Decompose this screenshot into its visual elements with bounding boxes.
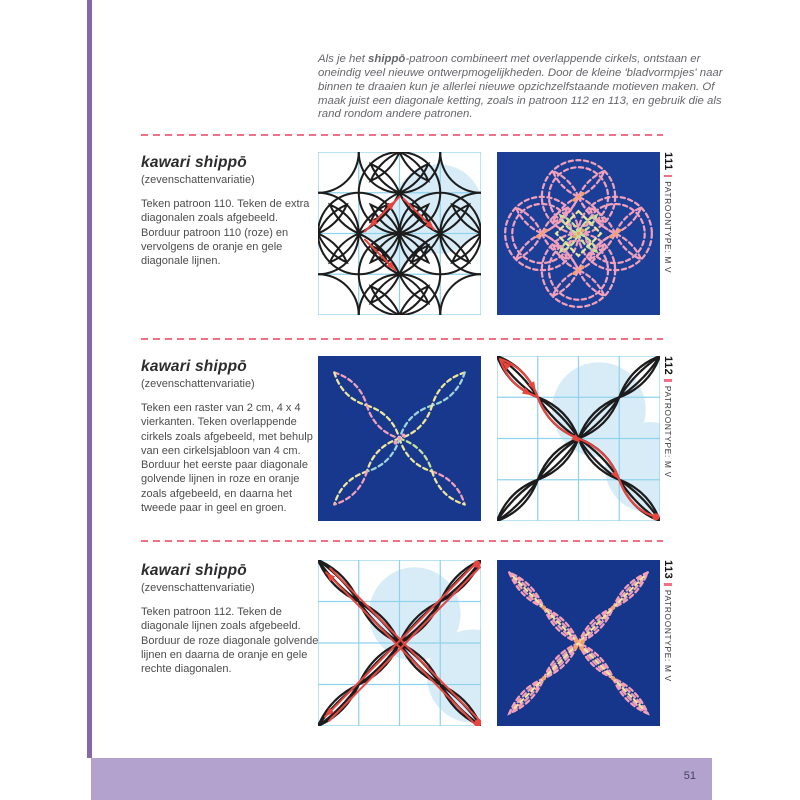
- pattern-subheading: (zevenschattenvariatie): [141, 582, 255, 594]
- page-intro: [318, 53, 736, 122]
- pattern-diagram-113: [318, 560, 481, 726]
- pattern-instructions: Teken patroon 110. Teken de extra diagonalen zoals afgebeeld. Borduur patroon 110 (roze) en vervolgens de oranje en gele diagonale lijnen.: [141, 198, 310, 268]
- tab-divider-bar: [664, 175, 672, 178]
- pattern-diagram-112: [497, 356, 660, 521]
- tab-divider-bar: [664, 583, 672, 586]
- dashed-separator: [141, 540, 663, 542]
- pattern-instructions: Teken een raster van 2 cm, 4 x 4 vierkanten. Teken overlappende cirkels zoals afgebeeld, met behulp van een cirkelsjabloon van 4 cm. Borduur het eerste paar diagonale golvende lijnen in roze en oranje zoals afgebeeld, en daarna het tweede paar in geel en groen.: [141, 402, 313, 515]
- pattern-number: 111: [662, 152, 674, 171]
- intro-text-post: -patroon combineert met overlappende cirkels, ontstaan er oneindig veel nieuwe ontwerpmogelijkheden. Door de kleine 'bladvormpjes' naar binnen te draaien kun je allerlei nieuwe opzichzelfstaande motieven maken. Of maak juist een diagonale ketting, zoals in patroon 112 en 113, en gebruik die als rand rondom andere patronen.: [318, 53, 723, 121]
- pattern-subheading: (zevenschattenvariatie): [141, 378, 255, 390]
- pattern-heading: kawari shippō: [141, 154, 247, 171]
- section-text: [141, 358, 319, 515]
- pattern-diagram-110-extra: [318, 152, 481, 315]
- section-text: [141, 562, 319, 676]
- intro-text-pre: Als je het: [318, 53, 369, 66]
- pattern-number: 112: [662, 356, 674, 376]
- intro-text-bold: shippō: [368, 53, 406, 66]
- pattern-instructions: Teken patroon 112. Teken de diagonale lijnen zoals afgebeeld. Borduur de roze diagonale golvende lijnen en daarna de oranje en gele rechte diagonalen.: [141, 606, 319, 676]
- tab-divider-bar: [664, 379, 672, 382]
- page-number: 51: [683, 770, 696, 782]
- stitched-sample-photo-113: [497, 560, 660, 726]
- pattern-number: 113: [662, 560, 674, 580]
- dashed-separator: [141, 338, 663, 340]
- pattern-heading: kawari shippō: [141, 358, 247, 375]
- section-text: [141, 154, 319, 268]
- pattern-number-tab: [661, 152, 675, 312]
- pattern-subheading: (zevenschattenvariatie): [141, 174, 255, 186]
- stitched-sample-photo-112: [318, 356, 481, 521]
- pattern-number-tab: [661, 356, 675, 516]
- dashed-separator: [141, 134, 663, 136]
- footer-bar: [91, 758, 712, 800]
- pattern-heading: kawari shippō: [141, 562, 247, 579]
- pattern-type-label: PATROONTYPE: M V: [663, 589, 673, 682]
- pattern-number-tab: [661, 560, 675, 720]
- pattern-type-label: PATROONTYPE: M V: [663, 181, 673, 274]
- page-edge-stripe: [87, 0, 92, 758]
- stitched-sample-photo-111: [497, 152, 660, 315]
- pattern-type-label: PATROONTYPE: M V: [663, 385, 673, 478]
